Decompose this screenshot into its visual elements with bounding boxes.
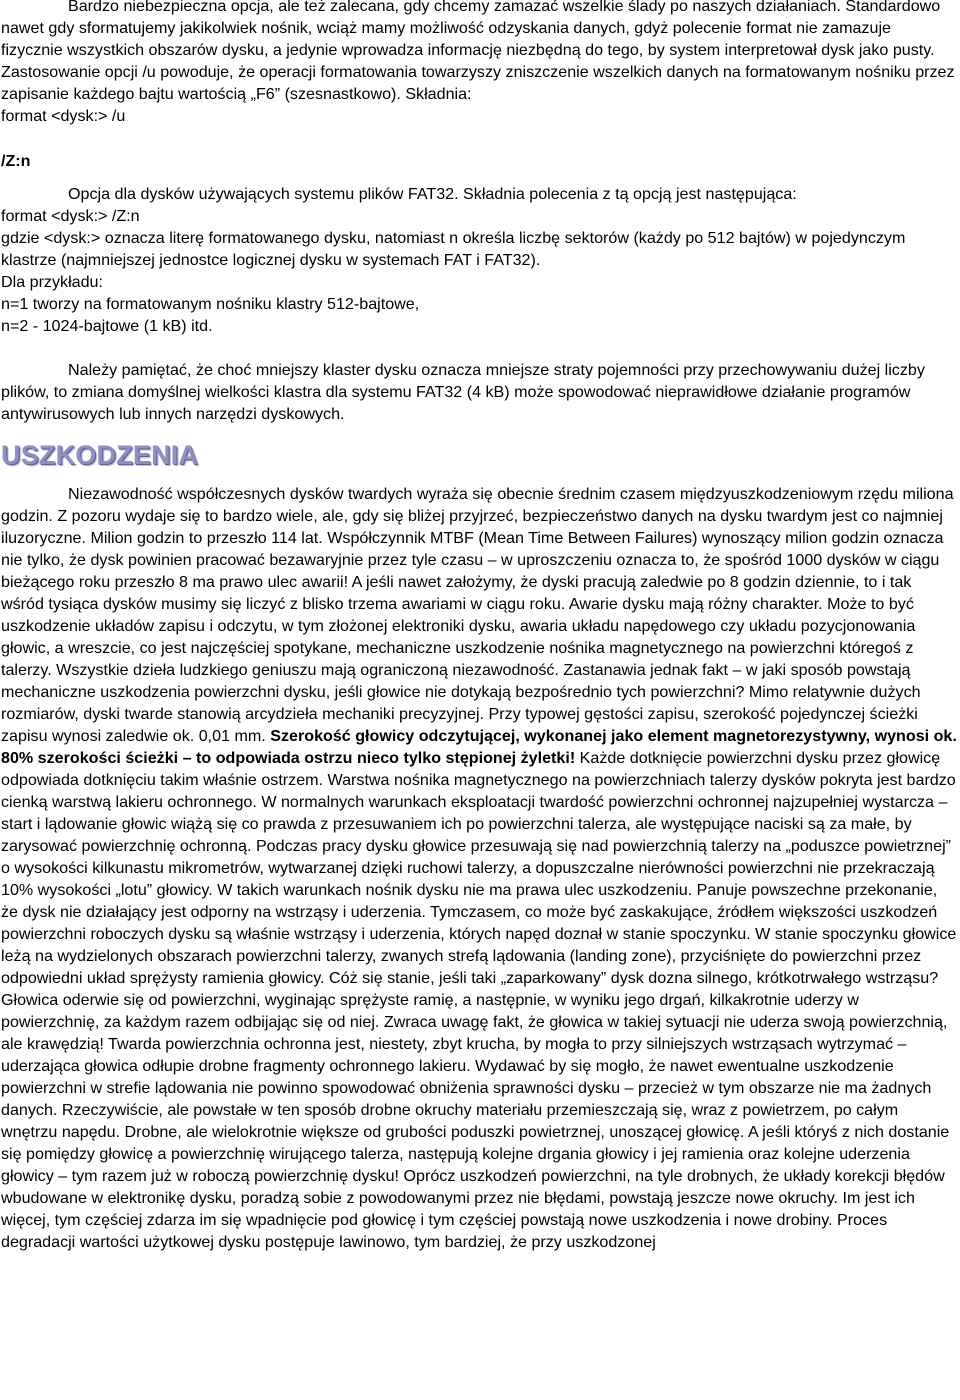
spacer xyxy=(1,337,957,359)
paragraph-damage-part-1: Niezawodność współczesnych dysków twardych wyraża się obecnie średnim czasem międzyuszkodzeniowym rzędu miliona godzin. Z pozoru wydaje się to bardzo wiele, ale, gdy się bliżej przyjrzeć, bezpieczeństwo danych na dysku twardym jest co najmniej iluzoryczne. Milion godzin to przeszło 114 lat. Współczynnik MTBF (Mean Time Between Failures) wynoszący milion godzin oznacza nie tylko, że dysk powinien pracować bezawaryjnie przez tyle czasu – w uproszczeniu oznacza to, że spośród 1000 dysków w ciągu bieżącego roku przeszło 8 ma prawo ulec awarii! A jeśli nawet założymy, że dyski pracują zaledwie po 8 godzin dziennie, to i tak wśród tysiąca dysków musimy się liczyć z blisko trzema awariami w ciągu roku. Awarie dysku mają różny charakter. Może to być uszkodzenie układów zapisu i odczytu, w tym złożonej elektroniki dysku, awaria układu napędowego czy układu pozycjonowania głowic, a wreszcie, co jest najczęściej spotykane, mechaniczne uszkodzenie nośnika magnetycznego na powierzchni któregoś z talerzy. Wszystkie dzieła ludzkiego geniuszu mają ograniczoną niezawodność. Zastanawia jednak fakt – w jaki sposób powstają mechaniczne uszkodzenia powierzchni dysku, jeśli głowice nie dotykają bezpośrednio tych powierzchni? Mimo relatywnie dużych rozmiarów, dyski twarde stanowią arcydzieła mechaniki precyzyjnej. Przy typowej gęstości zapisu, szerokość pojedynczej ścieżki zapisu wynosi zaledwie ok. 0,01 mm. xyxy=(1,485,954,745)
section-heading: USZKODZENIA xyxy=(1,440,199,470)
paragraph-damage-bold: Szerokość głowicy odczytującej, wykonanej jako element magnetorezystywny, wynosi ok. 80% szerokości ścieżki – to odpowiada ostrzu nieco tylko stępionej żyletki! xyxy=(1,727,957,767)
example-line-1: n=1 tworzy na formatowanym nośniku klastry 512-bajtowe, xyxy=(1,295,420,313)
option-z-explanation: gdzie <dysk:> oznacza literę formatowanego dysku, natomiast n określa liczbę sektorów (każdy po 512 bajtów) w pojedynczym klastrze (najmniejszej jednostce logicznej dysku w systemach FAT i FAT32). xyxy=(1,229,906,269)
option-label-z: /Z:n xyxy=(1,152,31,170)
syntax-line-u: format <dysk:> /u xyxy=(1,107,126,125)
example-intro: Dla przykładu: xyxy=(1,273,103,291)
paragraph-cluster-warning: Należy pamiętać, że choć mniejszy klaster dysku oznacza mniejsze straty pojemności przy przechowywaniu dużej liczby plików, to zmiana domyślnej wielkości klastra dla systemu FAT32 (4 kB) może spowodować nieprawidłowe działanie programów antywirusowych lub innych narzędzi dyskowych. xyxy=(1,361,925,423)
syntax-line-z: format <dysk:> /Z:n xyxy=(1,207,140,225)
option-z-description: Opcja dla dysków używających systemu plików FAT32. Składnia polecenia z tą opcją jest następująca: xyxy=(68,185,797,203)
paragraph-damage xyxy=(1,483,957,1253)
paragraph-format-u-option: Bardzo niebezpieczna opcja, ale też zalecana, gdy chcemy zamazać wszelkie ślady po naszych działaniach. Standardowo nawet gdy sformatujemy jakikolwiek nośnik, wciąż mamy możliwość odzyskania danych, gdyż polecenie format nie zamazuje fizycznie wszystkich obszarów dysku, a jedynie wprowadza informację niezbędną do tego, by system interpretował dysk jako pusty. Zastosowanie opcji /u powoduje, że operacji formatowania towarzyszy zniszczenie wszelkich danych na formatowanym nośniku przez zapisanie każdego bajtu wartością „F6” (szesnastkowo). Składnia: xyxy=(1,0,955,103)
example-line-2: n=2 - 1024-bajtowe (1 kB) itd. xyxy=(1,317,213,335)
document-page xyxy=(1,0,957,1253)
paragraph-damage-part-2: Każde dotknięcie powierzchni dysku przez głowicę odpowiada dotknięciu takim właśnie ostrzem. Warstwa nośnika magnetycznego na powierzchniach talerzy dysków pokryta jest bardzo cienką warstwą lakieru ochronnego. W normalnych warunkach eksploatacji twardość powierzchni ochronnej najzupełniej wystarcza – start i lądowanie głowic wiążą się co prawda z przesuwaniem ich po powierzchni talerza, ale występujące naciski są za małe, by zarysować powierzchnię ochronną. Podczas pracy dysku głowice przesuwają się nad powierzchnią talerzy na „poduszce powietrznej” o wysokości kilkunastu mikrometrów, wytwarzanej dzięki ruchowi talerzy, a dopuszczalne nierówności powierzchni nie przekraczają 10% wysokości „lotu” głowicy. W takich warunkach nośnik dysku nie ma prawa ulec uszkodzeniu. Panuje powszechne przekonanie, że dysk nie działający jest odporny na wstrząsy i uderzenia. Tymczasem, co może być zaskakujące, źródłem większości uszkodzeń powierzchni roboczych dysku są właśnie wstrząsy i uderzenia, których napęd doznał w stanie spoczynku. W stanie spoczynku głowice leżą na wydzielonych obszarach powierzchni talerzy, zwanych strefą lądowania (landing zone), przyciśnięte do powierzchni przez odpowiedni układ sprężysty ramienia głowicy. Cóż się stanie, jeśli taki „zaparkowany” dysk dozna silnego, krótkotrwałego wstrząsu? Głowica oderwie się od powierzchni, wyginając sprężyste ramię, a następnie, w wyniku jego drgań, kilkakrotnie uderzy w powierzchnię, za każdym razem odbijając się od niej. Zwraca uwagę fakt, że głowica w takiej sytuacji nie uderza swoją powierzchnią, ale krawędzią! Twarda powierzchnia ochronna jest, niestety, zbyt krucha, by mogła to przy silniejszych wstrząsach wytrzymać – uderzająca głowica odłupie drobne fragmenty ochronnego lakieru. Wydawać by się mogło, że nawet ewentualne uszkodzenie powierzchni w strefie lądowania nie powinno spowodować obniżenia sprawności dysku – przecież w tym obszarze nie ma żadnych danych. Rzeczywiście, ale powstałe w ten sposób drobne okruchy materiału przemieszczają się, wraz z powietrzem, po całym wnętrzu napędu. Drobne, ale wielokrotnie większe od grubości poduszki powietrznej, unoszącej głowicę. A jeśli któryś z nich dostanie się pomiędzy głowicę a powierzchnię wirującego talerza, następują kolejne drgania głowicy i jej ramienia oraz kolejne uderzenia głowicy – tym razem już w roboczą powierzchnię dysku! Oprócz uszkodzeń powierzchni, na tyle drobnych, że układy korekcji błędów wbudowane w elektronikę dysku, poradzą sobie z powodowanymi przez nie błędami, powstają jeszcze nowe okruchy. Im jest ich więcej, tym częściej zdarza im się wpadnięcie pod głowicę i tym częściej powstają nowe uszkodzenia i nowe drobiny. Proces degradacji wartości użytkowej dysku postępuje lawinowo, tym bardziej, że przy uszkodzonej xyxy=(1,749,957,1251)
